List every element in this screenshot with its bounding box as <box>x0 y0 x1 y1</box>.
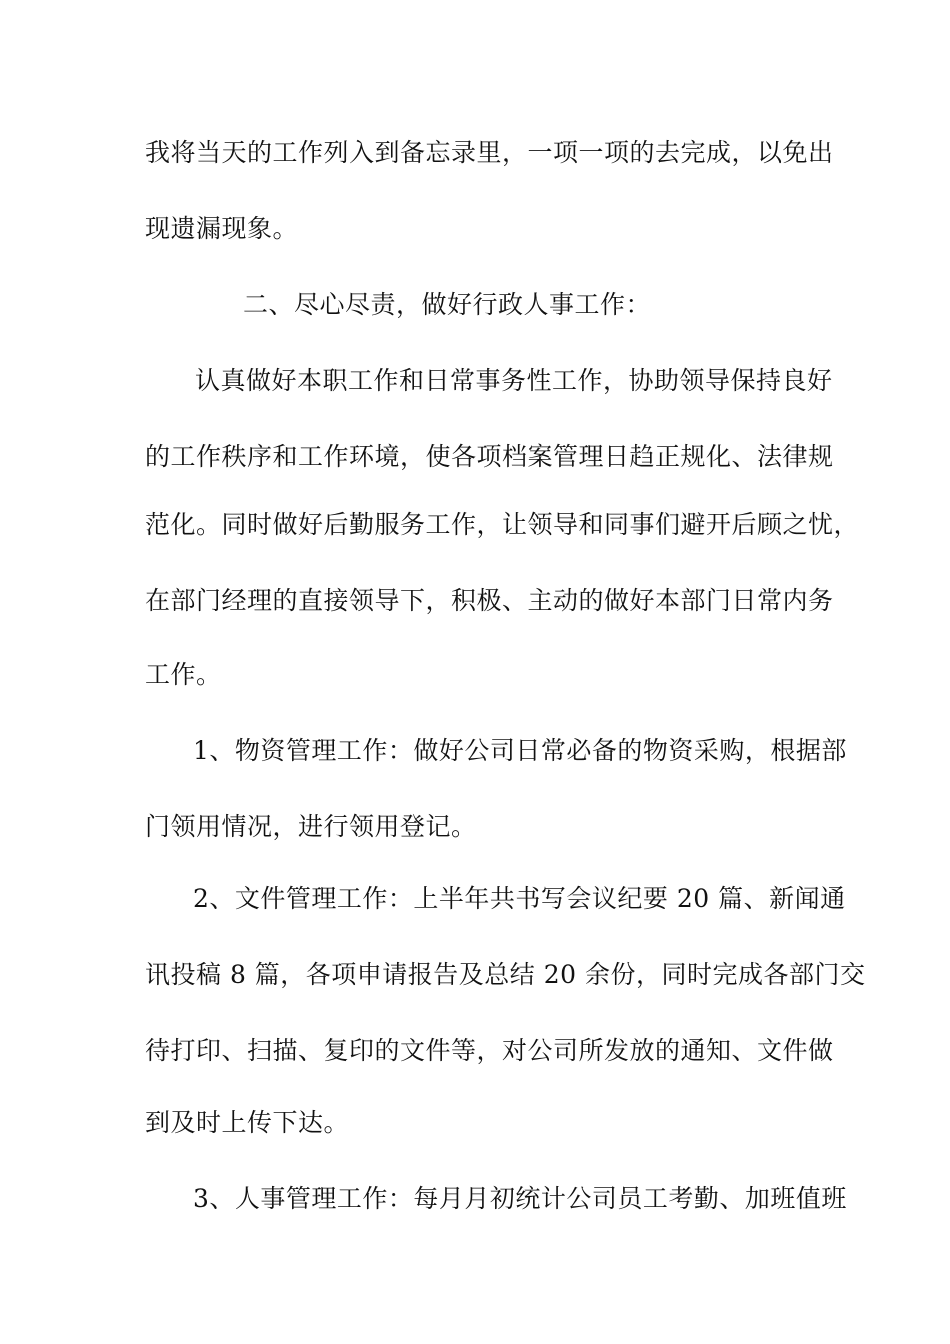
body-text-line: 在部门经理的直接领导下，积极、主动的做好本部门日常内务 <box>145 586 834 615</box>
body-text-line: 现遗漏现象。 <box>145 214 299 243</box>
list-item-line: 待打印、扫描、复印的文件等，对公司所发放的通知、文件做 <box>145 1036 834 1065</box>
body-text-line: 工作。 <box>145 660 222 689</box>
list-item-line: 讯投稿 8 篇，各项申请报告及总结 20 余份，同时完成各部门交 <box>145 960 866 989</box>
body-text-line: 认真做好本职工作和日常事务性工作，协助领导保持良好 <box>195 366 833 395</box>
list-item-line: 1、物资管理工作：做好公司日常必备的物资采购，根据部 <box>193 736 847 765</box>
list-item-line: 门领用情况，进行领用登记。 <box>145 812 477 841</box>
body-text-line: 我将当天的工作列入到备忘录里，一项一项的去完成，以免出 <box>145 138 834 167</box>
section-heading: 二、尽心尽责，做好行政人事工作： <box>243 290 652 319</box>
list-item-line: 3、人事管理工作：每月月初统计公司员工考勤、加班值班 <box>193 1184 847 1213</box>
body-text-line: 的工作秩序和工作环境，使各项档案管理日趋正规化、法律规 <box>145 442 834 471</box>
list-item-line: 到及时上传下达。 <box>145 1108 350 1137</box>
list-item-line: 2、文件管理工作：上半年共书写会议纪要 20 篇、新闻通 <box>193 884 846 913</box>
body-text-line: 范化。同时做好后勤服务工作，让领导和同事们避开后顾之忧， <box>145 510 860 539</box>
